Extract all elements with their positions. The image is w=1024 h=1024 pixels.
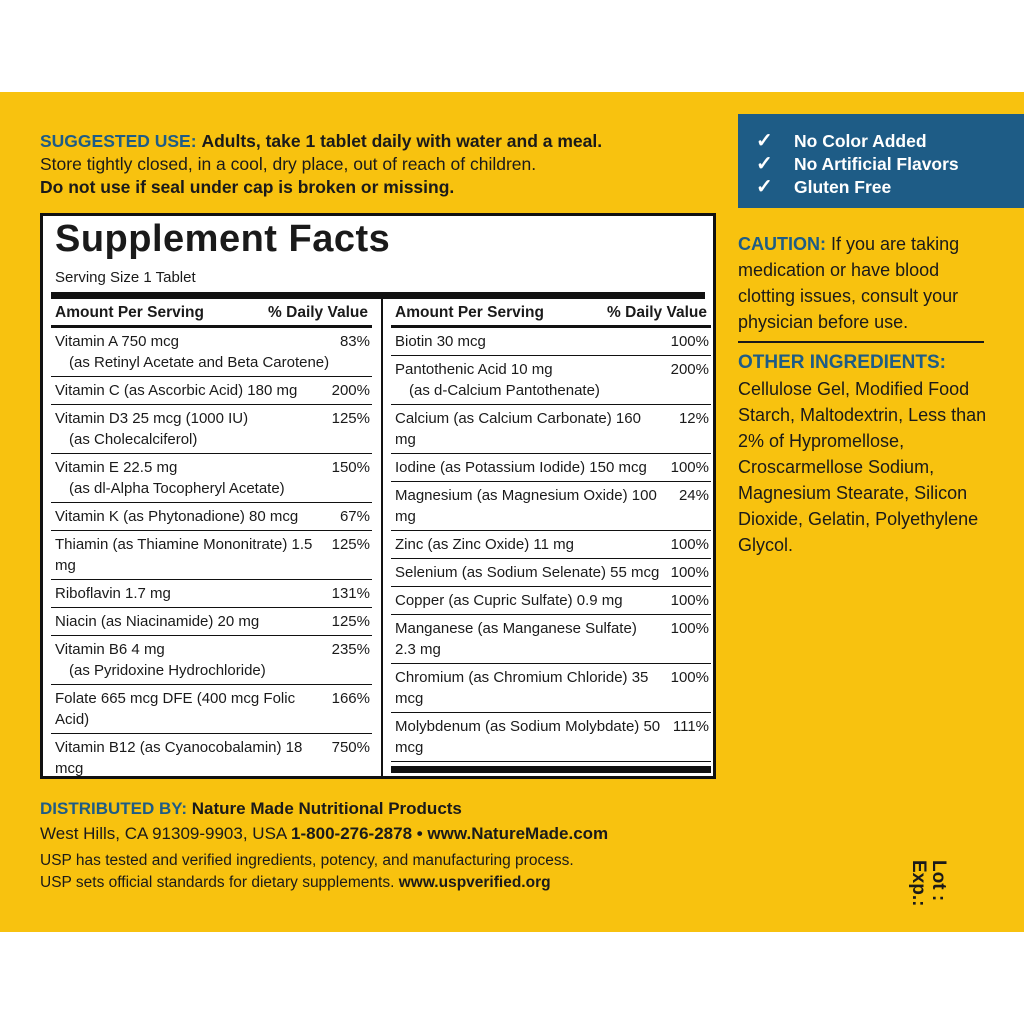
daily-value-header: % Daily Value (607, 304, 707, 321)
nutrient-name: Zinc (as Zinc Oxide) 11 mg (395, 536, 574, 553)
nutrient-name: Chromium (as Chromium Chloride) 35 mcg (395, 669, 649, 707)
daily-value: 100% (670, 620, 709, 637)
nutrient-name: Calcium (as Calcium Carbonate) 160 mg (395, 410, 641, 448)
nutrient-row (51, 405, 372, 454)
facts-column-right (391, 302, 711, 773)
other-ingredients-text: Cellulose Gel, Modified Food Starch, Maltodextrin, Less than 2% of Hypromellose, Croscarmellose Sodium, Magnesium Stearate, Silicon Dioxide, Gelatin, Polyethylene Glycol. (738, 379, 987, 555)
checkmark-icon: ✓ (756, 176, 773, 198)
claim-no-artificial-flavors (756, 151, 959, 176)
nutrient-name: Molybdenum (as Sodium Molybdate) 50 mcg (395, 718, 661, 756)
distributor-block (40, 796, 720, 846)
daily-value: 100% (670, 536, 709, 553)
nutrient-row (391, 356, 711, 405)
facts-column-left (51, 302, 372, 782)
distributor-contact: 1-800-276-2878 • www.NatureMade.com (291, 824, 609, 843)
daily-value: 100% (670, 459, 709, 476)
nutrient-source: (as Retinyl Acetate and Beta Carotene) (69, 354, 330, 371)
nutrient-name: Vitamin D3 25 mcg (1000 IU) (55, 410, 249, 427)
usp-standards-text: USP sets official standards for dietary supplements. (40, 874, 395, 891)
daily-value: 24% (678, 487, 709, 504)
nutrient-row (51, 328, 372, 377)
nutrient-name: Vitamin B12 (as Cyanocobalamin) 18 mcg (55, 739, 303, 777)
nutrient-row (391, 559, 711, 587)
other-ingredients-heading: OTHER INGREDIENTS: (738, 352, 946, 373)
nutrient-name: Manganese (as Manganese Sulfate) 2.3 mg (395, 620, 637, 658)
suggested-use-heading: SUGGESTED USE: (40, 131, 197, 151)
suggested-use-dose: Adults, take 1 tablet daily with water and a meal. (201, 131, 603, 151)
supplement-facts-panel (40, 213, 716, 779)
claim-label: No Color Added (794, 131, 927, 151)
claim-no-color (756, 128, 927, 153)
divider (738, 341, 984, 343)
seal-warning: Do not use if seal under cap is broken or missing. (40, 177, 455, 197)
nutrient-row (391, 713, 711, 762)
lot-exp-block (908, 860, 948, 906)
nutrient-row (51, 503, 372, 531)
usp-verified-text: USP has tested and verified ingredients, potency, and manufacturing process. (40, 852, 574, 869)
column-header (51, 302, 372, 328)
nutrient-name: Magnesium (as Magnesium Oxide) 100 mg (395, 487, 657, 525)
nutrient-name: Vitamin A 750 mcg (55, 333, 179, 350)
facts-top-bar (51, 292, 705, 299)
usp-url: www.uspverified.org (398, 874, 551, 891)
daily-value: 100% (670, 564, 709, 581)
distributed-by-heading: DISTRIBUTED BY: (40, 799, 188, 818)
nutrient-row (391, 531, 711, 559)
nutrient-row (391, 587, 711, 615)
facts-end-bar (391, 766, 711, 773)
nutrient-name: Copper (as Cupric Sulfate) 0.9 mg (395, 592, 623, 609)
daily-value-header: % Daily Value (268, 304, 368, 321)
nutrient-row (51, 377, 372, 405)
daily-value: 111% (672, 718, 709, 735)
daily-value: 100% (670, 592, 709, 609)
checkmark-icon: ✓ (756, 130, 773, 152)
other-ingredients-block (738, 350, 988, 558)
daily-value: 150% (331, 459, 370, 476)
nutrient-name: Thiamin (as Thiamine Mononitrate) 1.5 mg (55, 536, 313, 574)
daily-value: 200% (670, 361, 709, 378)
distributor-address: West Hills, CA 91309-9903, USA (40, 824, 287, 843)
nutrient-row (391, 664, 711, 713)
nutrient-source: (as Pyridoxine Hydrochloride) (69, 662, 266, 679)
checkmark-icon: ✓ (756, 153, 773, 175)
nutrient-row (51, 531, 372, 580)
nutrient-row (51, 454, 372, 503)
daily-value: 125% (331, 613, 370, 630)
claim-label: No Artificial Flavors (794, 154, 959, 174)
usp-block (40, 850, 720, 894)
lot-label: Lot : (928, 860, 949, 902)
daily-value: 131% (331, 585, 370, 602)
amount-per-serving-header: Amount Per Serving (395, 304, 544, 321)
nutrient-row (391, 405, 711, 454)
nutrient-row (391, 454, 711, 482)
nutrient-row (51, 608, 372, 636)
caution-heading: CAUTION: (738, 234, 826, 254)
nutrient-row (51, 580, 372, 608)
nutrient-row (51, 636, 372, 685)
nutrient-name: Biotin 30 mcg (395, 333, 486, 350)
daily-value: 83% (339, 333, 370, 350)
claim-gluten-free (756, 174, 891, 199)
daily-value: 12% (678, 410, 709, 427)
nutrient-name: Pantothenic Acid 10 mg (395, 361, 553, 378)
nutrient-row (391, 482, 711, 531)
daily-value: 125% (331, 536, 370, 553)
daily-value: 200% (331, 382, 370, 399)
column-header (391, 302, 711, 328)
nutrient-name: Vitamin B6 4 mg (55, 641, 165, 658)
suggested-use-block (40, 130, 720, 199)
caution-block (738, 231, 988, 335)
nutrient-source: (as Cholecalciferol) (69, 431, 198, 448)
nutrient-row (391, 615, 711, 664)
storage-instructions: Store tightly closed, in a cool, dry place, out of reach of children. (40, 154, 537, 174)
claims-badge (738, 114, 1024, 208)
nutrient-row (51, 734, 372, 782)
distributor-name: Nature Made Nutritional Products (191, 799, 462, 818)
serving-size: Serving Size 1 Tablet (55, 269, 196, 286)
nutrient-name: Niacin (as Niacinamide) 20 mg (55, 613, 260, 630)
supplement-facts-title: Supplement Facts (55, 218, 391, 260)
nutrient-name: Iodine (as Potassium Iodide) 150 mcg (395, 459, 647, 476)
daily-value: 67% (339, 508, 370, 525)
nutrient-name: Riboflavin 1.7 mg (55, 585, 171, 602)
daily-value: 100% (670, 669, 709, 686)
nutrient-name: Vitamin E 22.5 mg (55, 459, 178, 476)
claim-label: Gluten Free (794, 177, 892, 197)
daily-value: 166% (331, 690, 370, 707)
daily-value: 100% (670, 333, 709, 350)
nutrient-name: Selenium (as Sodium Selenate) 55 mcg (395, 564, 660, 581)
nutrient-source: (as d-Calcium Pantothenate) (409, 382, 600, 399)
daily-value: 750% (331, 739, 370, 756)
nutrient-name: Vitamin C (as Ascorbic Acid) 180 mg (55, 382, 298, 399)
nutrient-name: Folate 665 mcg DFE (400 mcg Folic Acid) (55, 690, 296, 728)
caution-text: If you are taking medication or have blood clotting issues, consult your physician before use. (738, 234, 960, 332)
daily-value: 125% (331, 410, 370, 427)
nutrient-row (391, 328, 711, 356)
nutrient-row (51, 685, 372, 734)
column-divider (381, 299, 383, 776)
exp-label: Exp.: (908, 860, 929, 907)
daily-value: 235% (331, 641, 370, 658)
nutrient-source: (as dl-Alpha Tocopheryl Acetate) (69, 480, 285, 497)
amount-per-serving-header: Amount Per Serving (55, 304, 204, 321)
nutrient-name: Vitamin K (as Phytonadione) 80 mcg (55, 508, 299, 525)
